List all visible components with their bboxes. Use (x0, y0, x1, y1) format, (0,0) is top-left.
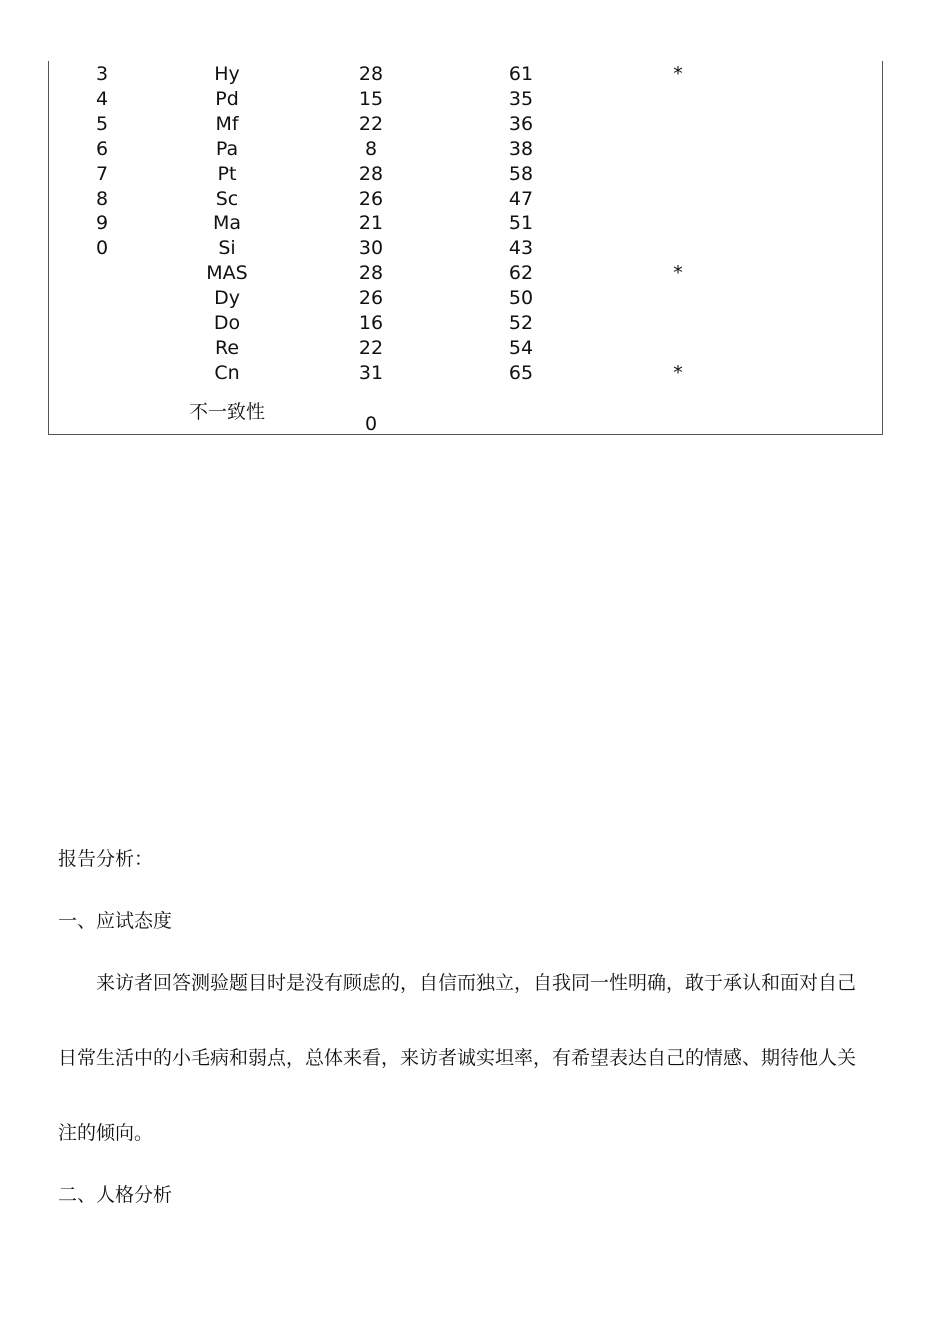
row-number: 8 (95, 187, 109, 210)
row-number: 3 (95, 63, 109, 85)
raw-score: 21 (358, 212, 384, 235)
elevation-mark: * (673, 262, 683, 285)
raw-score: 28 (358, 262, 384, 285)
score-table (48, 61, 883, 435)
row-number: 9 (95, 212, 109, 235)
t-score: 51 (508, 212, 534, 235)
t-score: 65 (508, 361, 534, 384)
t-score: 62 (508, 262, 534, 285)
elevation-mark: * (673, 63, 683, 85)
t-score: 47 (508, 187, 534, 210)
t-score: 52 (508, 312, 534, 334)
t-score: 58 (508, 162, 534, 185)
raw-score: 28 (358, 162, 384, 185)
t-score: 38 (508, 137, 534, 160)
row-number: 4 (95, 87, 109, 110)
scale-name: Si (218, 237, 236, 260)
raw-score: 22 (358, 336, 384, 359)
section1-line-3: 注的倾向。 (58, 1122, 154, 1144)
scale-name: Pt (217, 162, 237, 185)
raw-score: 30 (358, 237, 384, 260)
scale-name: Pd (215, 87, 239, 110)
t-score: 50 (508, 287, 534, 310)
section1-line-2: 日常生活中的小毛病和弱点，总体来看，来访者诚实坦率，有希望表达自己的情感、期待他人关 (58, 1047, 857, 1069)
raw-score: 15 (358, 87, 384, 110)
raw-score: 22 (358, 112, 384, 135)
row-number: 7 (95, 162, 109, 185)
inconsistency-label: 不一致性 (188, 401, 266, 423)
raw-score: 16 (358, 312, 384, 334)
section2-title: 二、人格分析 (58, 1184, 173, 1206)
scale-name: Cn (214, 361, 240, 384)
elevation-mark: * (673, 361, 683, 384)
t-score: 43 (508, 237, 534, 260)
scale-name: Do (213, 312, 241, 334)
raw-score: 26 (358, 187, 384, 210)
scale-name: Pa (215, 137, 239, 160)
scale-name: Ma (212, 212, 242, 235)
section1-title: 一、应试态度 (58, 910, 173, 932)
scale-name: Mf (215, 112, 239, 135)
scale-name: MAS (206, 262, 248, 285)
t-score: 54 (508, 336, 534, 359)
inconsistency-value: 0 (364, 413, 378, 435)
scale-name: Hy (214, 63, 240, 85)
row-number: 6 (95, 137, 109, 160)
row-number: 0 (95, 237, 109, 260)
raw-score: 26 (358, 287, 384, 310)
report-heading: 报告分析： (58, 848, 154, 870)
scale-name: Re (214, 336, 240, 359)
row-number: 5 (95, 112, 109, 135)
raw-score: 31 (358, 361, 384, 384)
t-score: 61 (508, 63, 534, 85)
raw-score: 28 (358, 63, 384, 85)
raw-score: 8 (364, 137, 378, 160)
t-score: 35 (508, 87, 534, 110)
t-score: 36 (508, 112, 534, 135)
scale-name: Sc (215, 187, 239, 210)
scale-name: Dy (214, 287, 240, 310)
section1-line-1: 来访者回答测验题目时是没有顾虑的，自信而独立，自我同一性明确，敢于承认和面对自己 (58, 972, 857, 994)
